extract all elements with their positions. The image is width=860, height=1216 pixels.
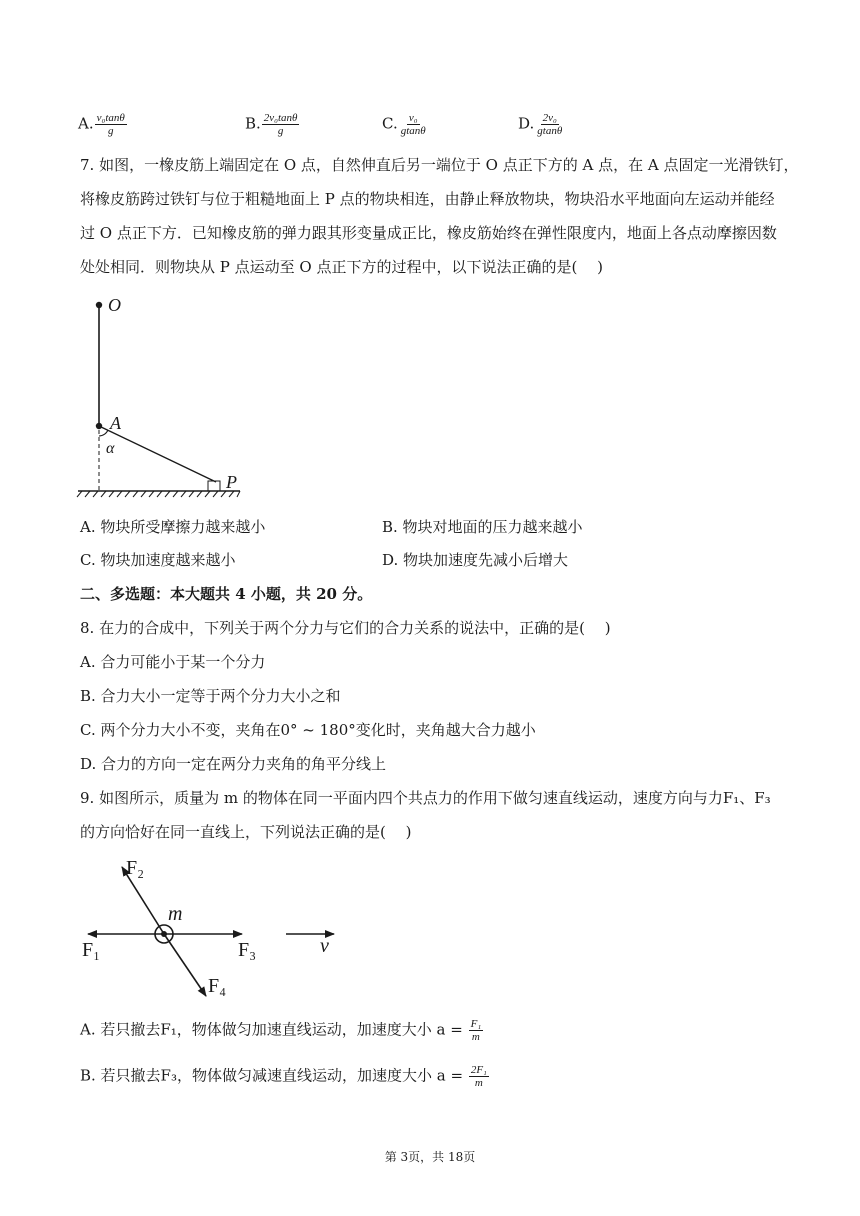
page-footer: 第 3页，共 18页 xyxy=(384,1150,476,1164)
label-alpha: α xyxy=(106,440,115,457)
label-a: A xyxy=(110,413,121,433)
q8-option-d: D. 合力的方向一定在两分力夹角的角平分线上 xyxy=(80,755,387,773)
label-p: P xyxy=(226,472,237,492)
option-label: A. xyxy=(78,114,94,133)
ground-hatch xyxy=(77,491,240,497)
q9-option-a: A. 若只撤去F₁，物体做匀加速直线运动，加速度大小 a = $\frac{\text{F₁}}{m}$ xyxy=(80,1018,482,1043)
q9-figure xyxy=(72,852,352,1002)
rubber-band-slant xyxy=(99,426,216,482)
q8-option-b: B. 合力大小一定等于两个分力大小之和 xyxy=(80,687,341,705)
q7-stem-line-1: 7. 如图，一橡皮筋上端固定在 O 点，自然伸直后另一端位于 O 点正下方的 A 点，在 A 点固定一光滑铁钉， xyxy=(80,156,799,174)
q7-option-b: B. 物块对地面的压力越来越小 xyxy=(382,518,583,536)
fraction: $\frac{\text{v₀tanθ}}{g}$ xyxy=(96,112,125,137)
q8-option-a: A. 合力可能小于某一个分力 xyxy=(80,653,266,671)
angle-arc xyxy=(99,430,108,436)
label-o: O xyxy=(108,295,121,315)
q9-option-b: B. 若只撤去F₃，物体做匀减速直线运动，加速度大小 a = $\frac{\text{2F₁}}{m}$ xyxy=(80,1064,487,1089)
label-f3: F₃ xyxy=(238,939,257,961)
q6-option-b xyxy=(245,112,299,137)
section-heading: 二、多选题：本大题共 4 小题，共 20 分。 xyxy=(80,585,373,603)
label-v: v xyxy=(320,935,329,957)
q6-option-d xyxy=(518,112,564,137)
fraction: $\frac{\text{F₁}}{m}$ xyxy=(470,1018,482,1043)
q6-option-a xyxy=(78,112,127,137)
option-label: C. xyxy=(382,114,398,133)
q7-stem-line-3: 过 O 点正下方．已知橡皮筋的弹力跟其形变量成正比，橡皮筋始终在弹性限度内，地面上各点动摩擦因数 xyxy=(80,224,777,242)
q8-stem: 8. 在力的合成中，下列关于两个分力与它们的合力关系的说法中，正确的是( ) xyxy=(80,619,611,637)
q9-stem-line-2: 的方向恰好在同一直线上，下列说法正确的是( ) xyxy=(80,823,412,841)
q8-option-c: C. 两个分力大小不变，夹角在0° ~ 180°变化时，夹角越大合力越小 xyxy=(80,721,536,739)
q7-stem-line-4: 处处相同．则物块从 P 点运动至 O 点正下方的过程中，以下说法正确的是( ) xyxy=(80,258,603,276)
option-label: D. xyxy=(518,114,535,133)
q7-option-d: D. 物块加速度先减小后增大 xyxy=(382,551,569,569)
q6-option-c xyxy=(382,112,428,137)
q9-stem-line-1: 9. 如图所示，质量为 m 的物体在同一平面内四个共点力的作用下做匀速直线运动，速度方向与力F₁、F₃ xyxy=(80,789,771,807)
fraction: $\frac{\text{2v₀tanθ}}{g}$ xyxy=(263,112,298,137)
q7-stem-line-2: 将橡皮筋跨过铁钉与位于粗糙地面上 P 点的物块相连，由静止释放物块，物块沿水平地面向左运动并能经 xyxy=(80,190,775,208)
label-m: m xyxy=(168,903,183,925)
q7-option-c: C. 物块加速度越来越小 xyxy=(80,551,236,569)
force-f4-arrow xyxy=(164,934,206,996)
fraction: $\frac{\text{2F₁}}{m}$ xyxy=(470,1064,487,1089)
label-f1: F₁ xyxy=(82,939,101,961)
option-label: B. xyxy=(245,114,261,133)
label-f4: F₄ xyxy=(208,975,227,997)
label-f2: F₂ xyxy=(126,857,145,879)
fraction: $\frac{\text{2v₀}}{gtan\theta}$ xyxy=(537,112,563,137)
fraction: $\frac{\text{v₀}}{gtan\theta}$ xyxy=(400,112,426,137)
q7-figure xyxy=(70,290,250,506)
mass-center xyxy=(161,931,167,937)
q7-option-a: A. 物块所受摩擦力越来越小 xyxy=(80,518,266,536)
block xyxy=(208,481,220,491)
